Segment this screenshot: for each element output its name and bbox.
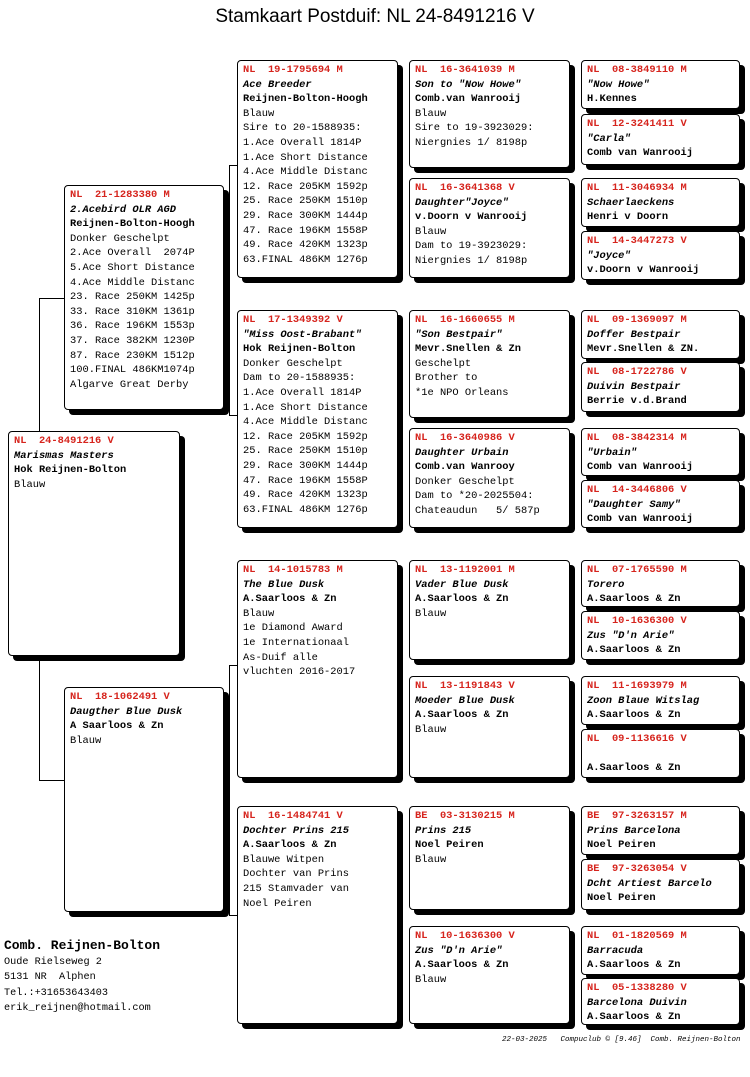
pigeon-name: 2.Acebird OLR AGD [70, 203, 177, 216]
info-line: 29. Race 300KM 1444p [243, 459, 368, 472]
info-line: 47. Race 196KM 1558P [243, 224, 368, 237]
pigeon-owner: A.Saarloos & Zn [587, 959, 681, 972]
pigeon-card-gen5[interactable] [581, 362, 740, 412]
pigeon-card-gen4[interactable] [409, 560, 570, 660]
info-line: 23. Race 250KM 1425p [70, 291, 195, 304]
pigeon-card-gen5[interactable] [581, 611, 740, 660]
ring-number: NL 08-3849110 M [587, 64, 687, 76]
info-line: 1e Diamond Award [243, 622, 343, 635]
ring-number: NL 18-1062491 V [70, 691, 170, 703]
info-line: 2.Ace Overall 2074P [70, 247, 195, 260]
pigeon-owner: A.Saarloos & Zn [415, 593, 509, 606]
pigeon-card-sire[interactable] [64, 185, 224, 410]
pigeon-name: "Urbain" [587, 446, 637, 459]
pigeon-name: "Now Howe" [587, 78, 650, 91]
pigeon-name: Zus "D'n Arie" [587, 629, 675, 642]
connector-line [39, 780, 64, 781]
page-title: Stamkaart Postduif: NL 24-8491216 V [215, 6, 535, 27]
ring-number: NL 13-1192001 M [415, 564, 515, 576]
pigeon-card-gen5[interactable] [581, 926, 740, 975]
pigeon-name: "Son Bestpair" [415, 328, 503, 341]
pigeon-owner: A.Saarloos & Zn [243, 593, 337, 606]
info-line: Blauw [415, 225, 447, 238]
pigeon-card-grandsire-paternal[interactable] [237, 60, 398, 278]
info-line: Dam to 20-1588935: [243, 372, 356, 385]
pigeon-owner: A.Saarloos & Zn [587, 1011, 681, 1024]
breeder-phone: Tel.:+31653643403 [4, 987, 108, 999]
info-line: vluchten 2016-2017 [243, 666, 356, 679]
pigeon-name: Marismas Masters [14, 449, 114, 462]
pigeon-name: Daugther Blue Dusk [70, 705, 183, 718]
connector-line [39, 656, 40, 780]
pigeon-name: Duivin Bestpair [587, 380, 681, 393]
pigeon-name: "Miss Oost-Brabant" [243, 328, 362, 341]
info-line: 49. Race 420KM 1323p [243, 239, 368, 252]
pigeon-card-gen4[interactable] [409, 676, 570, 778]
info-line: 63.FINAL 486KM 1276p [243, 253, 368, 266]
pigeon-name: Prins Barcelona [587, 824, 681, 837]
connector-line [229, 665, 230, 915]
pigeon-name: Ace Breeder [243, 78, 312, 91]
pigeon-card-gen5[interactable] [581, 114, 740, 165]
info-line: Niergnies 1/ 8198p [415, 254, 528, 267]
info-line: 33. Race 310KM 1361p [70, 305, 195, 318]
ring-number: NL 08-1722786 V [587, 366, 687, 378]
ring-number: NL 16-1660655 M [415, 314, 515, 326]
pigeon-card-gen5[interactable] [581, 978, 740, 1025]
info-line: 63.FINAL 486KM 1276p [243, 503, 368, 516]
info-line: Blauw [415, 723, 447, 736]
pigeon-owner: Berrie v.d.Brand [587, 395, 687, 408]
info-line: 12. Race 205KM 1592p [243, 180, 368, 193]
pigeon-name: Vader Blue Dusk [415, 578, 509, 591]
ring-number: NL 09-1136616 V [587, 733, 687, 745]
ring-number: NL 16-3641039 M [415, 64, 515, 76]
ring-number: NL 10-1636300 V [415, 930, 515, 942]
info-line: Niergnies 1/ 8198p [415, 136, 528, 149]
ring-number: NL 21-1283380 M [70, 189, 170, 201]
pigeon-name: The Blue Dusk [243, 578, 325, 591]
info-line: 1e Internationaal [243, 636, 350, 649]
info-line: Blauw [14, 478, 46, 491]
pigeon-name: Daughter"Joyce" [415, 196, 509, 209]
breeder-name: Comb. Reijnen-Bolton [4, 938, 161, 953]
pigeon-owner: A.Saarloos & Zn [415, 709, 509, 722]
pigeon-name: Zus "D'n Arie" [415, 944, 503, 957]
ring-number: BE 03-3130215 M [415, 810, 515, 822]
ring-number: NL 16-1484741 V [243, 810, 343, 822]
pigeon-owner: A.Saarloos & Zn [587, 593, 681, 606]
breeder-info [4, 937, 160, 1017]
ring-number: NL 01-1820569 M [587, 930, 687, 942]
pigeon-owner: Reijnen-Bolton-Hoogh [70, 218, 195, 231]
pigeon-name: Son to "Now Howe" [415, 78, 522, 91]
pigeon-card-gen5[interactable] [581, 560, 740, 607]
pigeon-name: Schaerlaeckens [587, 196, 675, 209]
info-line: 215 Stamvader van [243, 882, 350, 895]
ring-number: NL 19-1795694 M [243, 64, 343, 76]
pigeon-owner: Comb van Wanrooij [587, 147, 694, 160]
ring-number: NL 09-1369097 M [587, 314, 687, 326]
connector-line [39, 298, 64, 299]
info-line: Brother to [415, 372, 478, 385]
pigeon-owner: A.Saarloos & Zn [587, 709, 681, 722]
pigeon-owner: A.Saarloos & Zn [587, 644, 681, 657]
info-line: 100.FINAL 486KM1074p [70, 364, 195, 377]
pigeon-owner: Noel Peiren [587, 839, 656, 852]
info-line: Blauw [415, 853, 447, 866]
pigeon-owner: Hok Reijnen-Bolton [14, 464, 127, 477]
info-line: 25. Race 250KM 1510p [243, 445, 368, 458]
info-line: Blauw [415, 973, 447, 986]
pigeon-owner: Comb van Wanrooij [587, 461, 694, 474]
pigeon-name [587, 747, 739, 762]
pigeon-name: Torero [587, 578, 625, 591]
pigeon-name: Doffer Bestpair [587, 328, 681, 341]
info-line: Geschelpt [415, 357, 472, 370]
pigeon-owner: A.Saarloos & Zn [587, 762, 681, 775]
info-line: Dochter van Prins [243, 868, 350, 881]
info-line: Algarve Great Derby [70, 378, 189, 391]
pigeon-card-gen4[interactable] [409, 310, 570, 418]
pigeon-name: Barracuda [587, 944, 644, 957]
ring-number: NL 14-3447273 V [587, 235, 687, 247]
info-line: *1e NPO Orleans [415, 386, 509, 399]
pigeon-owner: Mevr.Snellen & ZN. [587, 343, 700, 356]
pigeon-owner: A Saarloos & Zn [70, 720, 164, 733]
ring-number: NL 14-1015783 M [243, 564, 343, 576]
info-line: Blauw [70, 734, 102, 747]
footer-credit: 22-03-2025 Compuclub © [9.46] Comb. Reijnen-Bolton [502, 1036, 741, 1044]
pigeon-card-gen4[interactable] [409, 428, 570, 528]
connector-line [229, 165, 230, 415]
ring-number: BE 97-3263157 M [587, 810, 687, 822]
pigeon-owner: v.Doorn v Wanrooij [415, 211, 528, 224]
pigeon-owner: A.Saarloos & Zn [243, 839, 337, 852]
info-line: Blauw [243, 607, 275, 620]
ring-number: NL 07-1765590 M [587, 564, 687, 576]
ring-number: NL 14-3446806 V [587, 484, 687, 496]
ring-number: NL 11-1693979 M [587, 680, 687, 692]
info-line: 87. Race 230KM 1512p [70, 349, 195, 362]
connector-line [39, 298, 40, 431]
pigeon-name: Zoon Blaue Witslag [587, 694, 700, 707]
pigeon-owner: Henri v Doorn [587, 211, 669, 224]
pigeon-card-gen4[interactable] [409, 806, 570, 910]
pigeon-name: Daughter Urbain [415, 446, 509, 459]
ring-number: NL 16-3641368 V [415, 182, 515, 194]
pigeon-card-gen5[interactable] [581, 428, 740, 476]
pigeon-owner: Mevr.Snellen & Zn [415, 343, 522, 356]
connector-line [229, 665, 237, 666]
pigeon-name: Dochter Prins 215 [243, 824, 350, 837]
ring-number: NL 16-3640986 V [415, 432, 515, 444]
info-line: 1.Ace Short Distance [243, 151, 368, 164]
ring-number: NL 10-1636300 V [587, 615, 687, 627]
info-line: 4.Ace Middle Distanc [243, 416, 368, 429]
info-line: 47. Race 196KM 1558P [243, 474, 368, 487]
info-line: 4.Ace Middle Distanc [70, 276, 195, 289]
pigeon-name: "Carla" [587, 132, 631, 145]
pigeon-owner: Noel Peiren [415, 839, 484, 852]
pigeon-card-gen5[interactable] [581, 729, 740, 778]
info-line: Chateaudun 5/ 587p [415, 504, 540, 517]
pigeon-owner: v.Doorn v Wanrooij [587, 264, 700, 277]
pigeon-owner: Comb van Wanrooij [587, 513, 694, 526]
info-line: Sire to 19-3923029: [415, 122, 534, 135]
pigeon-card-gen5[interactable] [581, 806, 740, 855]
info-line: Blauwe Witpen [243, 853, 325, 866]
info-line: Noel Peiren [243, 897, 312, 910]
ring-number: NL 11-3046934 M [587, 182, 687, 194]
info-line: 37. Race 382KM 1230P [70, 334, 195, 347]
pigeon-owner: Noel Peiren [587, 892, 656, 905]
info-line: Blauw [415, 607, 447, 620]
pigeon-card-gen4[interactable] [409, 178, 570, 278]
pigeon-name: Barcelona Duivin [587, 996, 687, 1009]
ring-number: NL 24-8491216 V [14, 435, 114, 447]
info-line: 12. Race 205KM 1592p [243, 430, 368, 443]
info-line: Donker Geschelpt [70, 232, 170, 245]
pigeon-card-gen4[interactable] [409, 60, 570, 168]
info-line: Blauw [243, 107, 275, 120]
pigeon-name: "Joyce" [587, 249, 631, 262]
info-line: Dam to *20-2025504: [415, 490, 534, 503]
pigeon-owner: Comb.van Wanrooy [415, 461, 515, 474]
pigeon-card-gen5[interactable] [581, 676, 740, 725]
info-line: Donker Geschelpt [243, 357, 343, 370]
pigeon-card-gen5[interactable] [581, 178, 740, 227]
pigeon-card-gen4[interactable] [409, 926, 570, 1024]
pigeon-card-gen5[interactable] [581, 231, 740, 280]
pigeon-owner: Comb.van Wanrooij [415, 93, 522, 106]
info-line: Blauw [415, 107, 447, 120]
info-line: 1.Ace Overall 1814P [243, 136, 362, 149]
info-line: 49. Race 420KM 1323p [243, 489, 368, 502]
breeder-postal: 5131 NR Alphen [4, 972, 96, 984]
connector-line [229, 165, 237, 166]
info-line: Donker Geschelpt [415, 475, 515, 488]
ring-number: BE 97-3263054 V [587, 863, 687, 875]
pigeon-card-subject[interactable] [8, 431, 180, 656]
pigeon-name: "Daughter Samy" [587, 498, 681, 511]
info-line: 5.Ace Short Distance [70, 261, 195, 274]
info-line: 1.Ace Short Distance [243, 401, 368, 414]
pigeon-card-grandsire-maternal[interactable] [237, 560, 398, 778]
info-line: As-Duif alle [243, 651, 318, 664]
breeder-address: Oude Rielseweg 2 [4, 957, 102, 968]
pigeon-card-gen5[interactable] [581, 480, 740, 528]
info-line: 36. Race 196KM 1553p [70, 320, 195, 333]
pigeon-owner: Hok Reijnen-Bolton [243, 343, 356, 356]
pigeon-card-gen5[interactable] [581, 60, 740, 109]
pigeon-name: Dcht Artiest Barcelo [587, 877, 712, 890]
ring-number: NL 17-1349392 V [243, 314, 343, 326]
info-line: 4.Ace Middle Distanc [243, 166, 368, 179]
connector-line [229, 915, 237, 916]
info-line: 29. Race 300KM 1444p [243, 209, 368, 222]
ring-number: NL 13-1191843 V [415, 680, 515, 692]
pigeon-card-gen5[interactable] [581, 859, 740, 910]
pigeon-name: Moeder Blue Dusk [415, 694, 515, 707]
pigeon-owner: Reijnen-Bolton-Hoogh [243, 93, 368, 106]
info-line: Dam to 19-3923029: [415, 240, 528, 253]
pigeon-owner: H.Kennes [587, 93, 637, 106]
pigeon-card-gen5[interactable] [581, 310, 740, 359]
pigeon-card-granddam-maternal[interactable] [237, 806, 398, 1024]
info-line: Sire to 20-1588935: [243, 122, 362, 135]
pigeon-owner: A.Saarloos & Zn [415, 959, 509, 972]
pigeon-card-granddam-paternal[interactable] [237, 310, 398, 528]
breeder-email[interactable]: erik_reijnen@hotmail.com [4, 1003, 151, 1015]
connector-line [229, 415, 237, 416]
pigeon-card-dam[interactable] [64, 687, 224, 912]
info-line: 25. Race 250KM 1510p [243, 195, 368, 208]
pigeon-name: Prins 215 [415, 824, 472, 837]
ring-number: NL 08-3842314 M [587, 432, 687, 444]
info-line: 1.Ace Overall 1814P [243, 386, 362, 399]
ring-number: NL 05-1338280 V [587, 982, 687, 994]
ring-number: NL 12-3241411 V [587, 118, 687, 130]
